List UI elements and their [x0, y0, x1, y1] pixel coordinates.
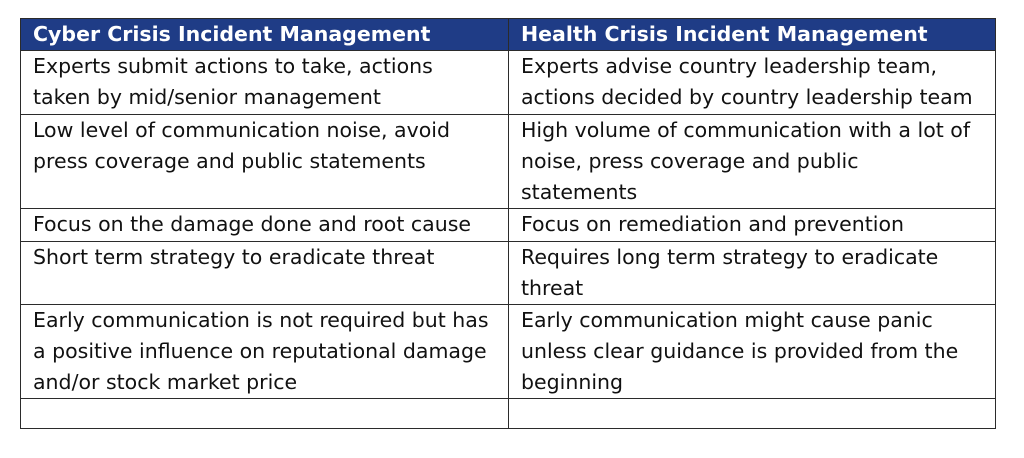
table-row — [21, 115, 996, 209]
cell-cyber: Early communication is not required but has a positive influence on reputational damage and/or stock market price — [21, 305, 509, 399]
table-row — [21, 209, 996, 242]
cell-health: Focus on remediation and prevention — [509, 209, 996, 242]
cell-cyber: Low level of communication noise, avoid press coverage and public statements — [21, 115, 509, 209]
table-header-row — [21, 19, 996, 51]
cell-health-empty — [509, 399, 996, 429]
cell-health: Requires long term strategy to eradicate threat — [509, 242, 996, 305]
cell-cyber: Short term strategy to eradicate threat — [21, 242, 509, 305]
cell-cyber: Experts submit actions to take, actions taken by mid/senior management — [21, 51, 509, 115]
comparison-table — [20, 18, 996, 429]
header-cyber-crisis: Cyber Crisis Incident Management — [21, 19, 509, 51]
cell-health: Experts advise country leadership team, actions decided by country leadership team — [509, 51, 996, 115]
table-row-empty — [21, 399, 996, 429]
header-health-crisis: Health Crisis Incident Management — [509, 19, 996, 51]
cell-health: Early communication might cause panic unless clear guidance is provided from the beginning — [509, 305, 996, 399]
comparison-table-container — [20, 18, 995, 429]
table-row — [21, 242, 996, 305]
cell-cyber: Focus on the damage done and root cause — [21, 209, 509, 242]
cell-health: High volume of communication with a lot of noise, press coverage and public statements — [509, 115, 996, 209]
table-row — [21, 51, 996, 115]
cell-cyber-empty — [21, 399, 509, 429]
table-row — [21, 305, 996, 399]
